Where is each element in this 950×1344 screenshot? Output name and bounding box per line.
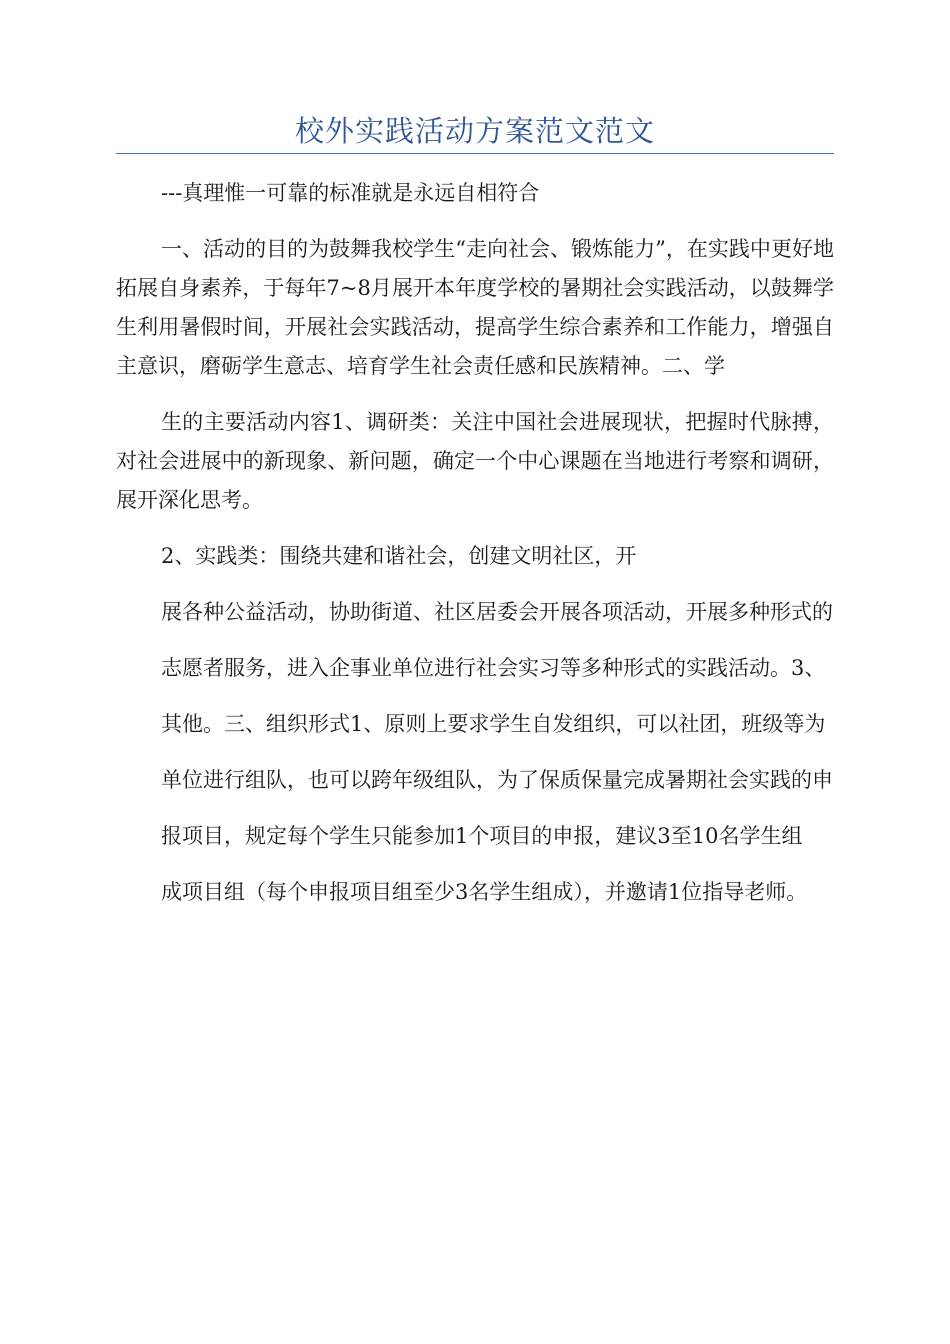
paragraph-epigraph: ---真理惟一可靠的标准就是永远自相符合 bbox=[161, 181, 540, 205]
paragraph-project-group: 成项目组（每个申报项目组至少3名学生组成），并邀请1位指导老师。 bbox=[161, 880, 808, 904]
paragraph-team-unit: 单位进行组队，也可以跨年级组队，为了保质保量完成暑期社会实践的申 bbox=[161, 768, 833, 792]
paragraph-volunteer: 志愿者服务，进入企事业单位进行社会实习等多种形式的实践活动。3、 bbox=[161, 656, 826, 680]
paragraph-purpose: 一、活动的目的为鼓舞我校学生“走向社会、锻炼能力”，在实践中更好地拓展自身素养，于每年7~8月展开本年度学校的暑期社会实践活动，以鼓舞学生利用暑假时间，开展社会实践活动，提高学生综合素养和工作能力，增强自主意识，磨砺学生意志、培育学生社会责任感和民族精神。二、学 bbox=[116, 237, 834, 378]
paragraph-public-welfare: 展各种公益活动，协助街道、社区居委会开展各项活动，开展多种形式的 bbox=[161, 600, 833, 624]
paragraph-activities-research: 生的主要活动内容1、调研类：关注中国社会进展现状，把握时代脉搏，对社会进展中的新现象、新问题，确定一个中心课题在当地进行考察和调研，展开深化思考。 bbox=[116, 410, 834, 512]
title-underline bbox=[116, 153, 834, 154]
paragraph-organization: 其他。三、组织形式1、原则上要求学生自发组织，可以社团，班级等为 bbox=[161, 712, 826, 736]
document-body bbox=[116, 174, 834, 929]
paragraph-activities-practice: 2、实践类：围绕共建和谐社会，创建文明社区，开 bbox=[161, 544, 637, 568]
paragraph-application: 报项目，规定每个学生只能参加1个项目的申报，建议3至10名学生组 bbox=[161, 824, 803, 848]
document-title: 校外实践活动方案范文范文 bbox=[294, 114, 655, 148]
